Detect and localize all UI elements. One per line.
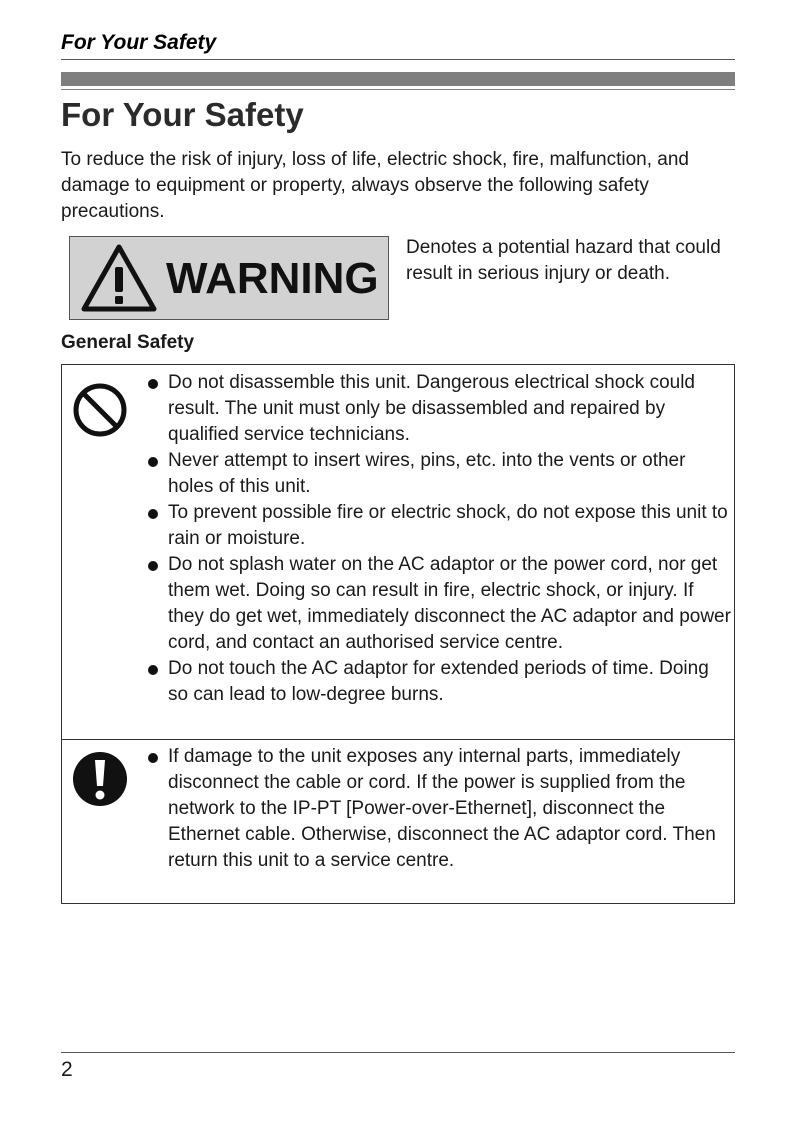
row-divider <box>62 739 734 740</box>
warning-label: WARNING <box>166 254 379 303</box>
mandatory-action-list <box>144 744 732 874</box>
warning-label-box <box>69 236 389 320</box>
list-item: Never attempt to insert wires, pins, etc. into the vents or other holes of this unit. <box>144 448 732 500</box>
page-title: For Your Safety <box>61 96 304 133</box>
warning-description: Denotes a potential hazard that could result in serious injury or death. <box>406 237 721 284</box>
list-item: To prevent possible fire or electric shock, do not expose this unit to rain or moisture. <box>144 500 732 552</box>
section-heading-general-safety: General Safety <box>61 332 195 353</box>
prohibition-icon <box>71 381 129 439</box>
title-bar <box>61 72 735 86</box>
header-rule <box>61 59 735 60</box>
list-item: If damage to the unit exposes any internal parts, immediately disconnect the cable or cord. If the power is supplied from the network to the IP-PT [Power-over-Ethernet], disconnect the Ethernet cable. Otherwise, disconnect the AC adaptor cord. Then return this unit to a service centre. <box>144 744 732 874</box>
list-item: Do not disassemble this unit. Dangerous electrical shock could result. The unit must only be disassembled and repaired by qualified service technicians. <box>144 370 732 448</box>
footer-rule <box>61 1052 735 1053</box>
intro-paragraph: To reduce the risk of injury, loss of life, electric shock, fire, malfunction, and damage to equipment or property, always observe the following safety precautions. <box>61 149 689 222</box>
warning-triangle-icon <box>80 243 158 313</box>
list-item: Do not touch the AC adaptor for extended periods of time. Doing so can lead to low-degree burns. <box>144 656 732 708</box>
mandatory-action-icon <box>71 750 129 808</box>
title-bar-underline <box>61 89 735 90</box>
list-item: Do not splash water on the AC adaptor or the power cord, nor get them wet. Doing so can result in fire, electric shock, or injury. If they do get wet, immediately disconnect the AC adaptor and power cord, and contact an authorised service centre. <box>144 552 732 656</box>
prohibition-list <box>144 370 732 708</box>
page-number: 2 <box>61 1058 73 1081</box>
general-safety-table <box>61 364 735 904</box>
running-header: For Your Safety <box>61 31 217 54</box>
